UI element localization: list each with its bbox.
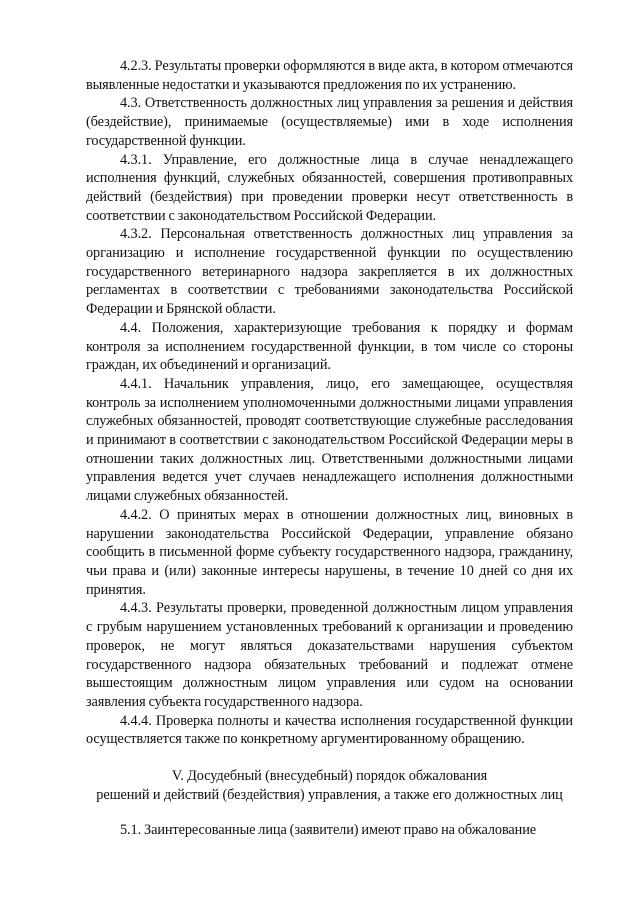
paragraph-4-4-2: 4.4.2. О принятых мерах в отношении должностных лиц, виновных в нарушении законодательства Российской Федерации, управление обязано сообщить в письменной форме субъекту государственного надзора, гражданину, чьи права и (или) законные интересы нарушены, в течение 10 дней со дня их принятия. bbox=[86, 506, 573, 598]
paragraph-4-3-2: 4.3.2. Персональная ответственность должностных лиц управления за организацию и исполнение государственной функции по осуществлению государственного ветеринарного надзора закрепляется в их должностных регламентах в соответствии с требованиями законодательства Российской Федерации и Брянской области. bbox=[86, 226, 573, 318]
section-heading-line-2: решений и действий (бездействия) управления, а также его должностных лиц bbox=[96, 786, 563, 803]
paragraph-4-2-3: 4.2.3. Результаты проверки оформляются в виде акта, в котором отмечаются выявленные недостатки и указываются предложения по их устранению. bbox=[86, 58, 573, 93]
paragraph-4-3-1: 4.3.1. Управление, его должностные лица в случае ненадлежащего исполнения функций, служебных обязанностей, совершения противоправных действий (бездействия) при проведении проверки несут ответственность в соответствии с законодательством Российской Федерации. bbox=[86, 151, 573, 224]
document-body bbox=[86, 57, 573, 840]
paragraph-4-4-4: 4.4.4. Проверка полноты и качества исполнения государственной функции осуществляется также по конкретному аргументированному обращению. bbox=[86, 712, 573, 748]
paragraph-4-4-3: 4.4.3. Результаты проверки, проведенной должностным лицом управления с грубым нарушением установленных требований к организации и проведению проверок, не могут являться доказательствами нарушения субъектом государственного надзора обязательных требований и подлежат отмене вышестоящим должностным лицом управления или судом на основании заявления субъекта государственного надзора. bbox=[86, 600, 573, 710]
section-heading-line-1: V. Досудебный (внесудебный) порядок обжалования bbox=[171, 768, 488, 785]
paragraph-4-3: 4.3. Ответственность должностных лиц управления за решения и действия (бездействие), принимаемые (осуществляемые) ими в ходе исполнения государственной функции. bbox=[86, 95, 573, 149]
paragraph-5-1: 5.1. Заинтересованные лица (заявители) имеют право на обжалование bbox=[120, 822, 537, 839]
paragraph-4-4: 4.4. Положения, характеризующие требования к порядку и формам контроля за исполнением государственной функции, в том числе со стороны граждан, их объединений и организаций. bbox=[86, 319, 573, 374]
paragraph-4-4-1: 4.4.1. Начальник управления, лицо, его замещающее, осуществляя контроль за исполнением уполномоченными должностными лицами управления служебных обязанностей, проводят соответствующие служебные расследования и принимают в соответствии с законодательством Российской Федерации меры в отношении таких должностных лиц. Ответственными должностными лицами управления ведется учет случаев ненадлежащего исполнения должностными лицами служебных обязанностей. bbox=[86, 375, 573, 505]
